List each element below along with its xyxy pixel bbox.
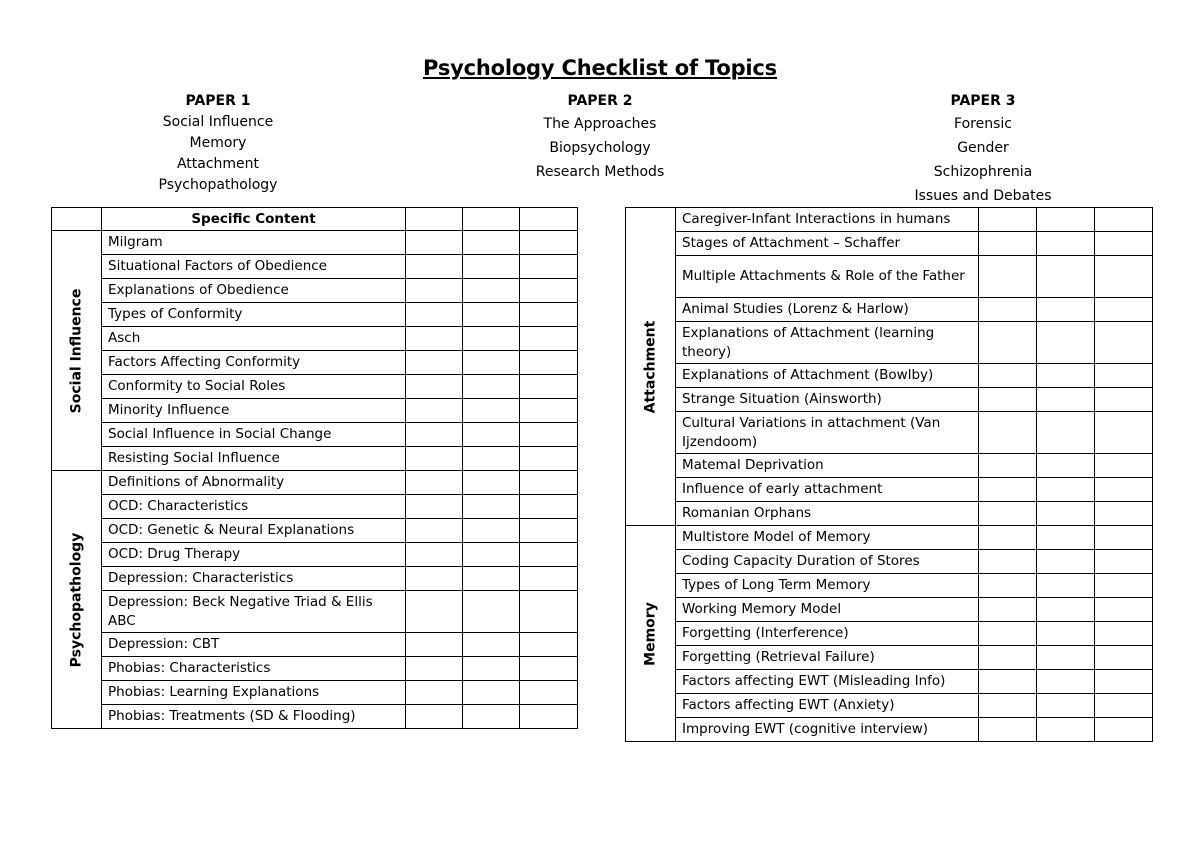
paper-2-block [500, 90, 700, 184]
checkbox-cell[interactable] [979, 622, 1037, 646]
table-row [626, 412, 1153, 454]
topic-cell: Resisting Social Influence [102, 447, 406, 471]
topic-cell: Social Influence in Social Change [102, 423, 406, 447]
checkbox-cell[interactable] [979, 298, 1037, 322]
table-row [52, 705, 578, 729]
checkbox-cell[interactable] [520, 591, 578, 633]
topic-cell: Matemal Deprivation [676, 454, 979, 478]
table-row [626, 502, 1153, 526]
table-row [52, 657, 578, 681]
topic-cell: OCD: Drug Therapy [102, 543, 406, 567]
checkbox-cell[interactable] [463, 255, 520, 279]
paper-topic: Attachment [176, 156, 260, 172]
topic-cell: Caregiver-Infant Interactions in humans [676, 208, 979, 232]
topic-cell: Types of Long Term Memory [676, 574, 979, 598]
paper-topic: Biopsychology [549, 140, 651, 156]
checkbox-cell[interactable] [406, 471, 463, 495]
table-row [626, 208, 1153, 232]
checkbox-cell[interactable] [979, 478, 1037, 502]
checkbox-cell[interactable] [406, 495, 463, 519]
checkbox-cell[interactable] [463, 681, 520, 705]
topic-cell: Phobias: Characteristics [102, 657, 406, 681]
table-row [52, 351, 578, 375]
checkbox-cell[interactable] [979, 454, 1037, 478]
checkbox-cell[interactable] [406, 633, 463, 657]
checkbox-cell[interactable] [520, 303, 578, 327]
checkbox-cell[interactable] [406, 327, 463, 351]
checkbox-cell[interactable] [406, 351, 463, 375]
checkbox-cell[interactable] [520, 327, 578, 351]
topic-cell: Forgetting (Interference) [676, 622, 979, 646]
table-row [626, 298, 1153, 322]
checkbox-cell[interactable] [1095, 502, 1153, 526]
section-label: Psychopathology [68, 532, 84, 667]
table-row [52, 519, 578, 543]
checkbox-cell[interactable] [1095, 364, 1153, 388]
checkbox-cell[interactable] [1095, 412, 1153, 454]
checkbox-cell[interactable] [406, 543, 463, 567]
checkbox-cell[interactable] [520, 519, 578, 543]
checkbox-cell[interactable] [406, 303, 463, 327]
checkbox-cell[interactable] [1095, 454, 1153, 478]
left-checklist-table [51, 207, 578, 729]
checkbox-cell[interactable] [520, 471, 578, 495]
topic-cell: OCD: Characteristics [102, 495, 406, 519]
paper-topic: Forensic [954, 116, 1012, 132]
checkbox-cell[interactable] [1037, 478, 1095, 502]
checkbox-cell[interactable] [1037, 502, 1095, 526]
paper-topic: Research Methods [535, 164, 665, 180]
section-label: Memory [642, 601, 658, 666]
checkbox-cell[interactable] [979, 670, 1037, 694]
table-row [626, 718, 1153, 742]
checkbox-cell[interactable] [463, 657, 520, 681]
checkbox-cell[interactable] [1095, 478, 1153, 502]
paper-heading: PAPER 1 [185, 93, 251, 109]
table-row [52, 423, 578, 447]
checkbox-cell[interactable] [1095, 526, 1153, 550]
topic-cell: OCD: Genetic & Neural Explanations [102, 519, 406, 543]
checkbox-cell[interactable] [520, 375, 578, 399]
topic-cell: Influence of early attachment [676, 478, 979, 502]
checkbox-cell[interactable] [1095, 718, 1153, 742]
checkbox-cell[interactable] [1037, 322, 1095, 364]
table-row [52, 543, 578, 567]
checkbox-cell[interactable] [1037, 550, 1095, 574]
topic-cell: Animal Studies (Lorenz & Harlow) [676, 298, 979, 322]
checkbox-cell[interactable] [463, 351, 520, 375]
topic-cell: Working Memory Model [676, 598, 979, 622]
checkbox-cell[interactable] [406, 375, 463, 399]
checkbox-cell[interactable] [1095, 646, 1153, 670]
paper-1-block [118, 90, 318, 196]
table-row [626, 322, 1153, 364]
checkbox-cell[interactable] [406, 567, 463, 591]
table-row [626, 670, 1153, 694]
section-memory-cell [626, 526, 676, 742]
section-label: Attachment [642, 320, 658, 413]
checkbox-cell[interactable] [979, 694, 1037, 718]
checkbox-cell[interactable] [463, 495, 520, 519]
topic-cell: Depression: Beck Negative Triad & Ellis ABC [102, 591, 406, 633]
topic-cell: Depression: CBT [102, 633, 406, 657]
checkbox-cell[interactable] [1037, 694, 1095, 718]
checkbox-cell[interactable] [1095, 232, 1153, 256]
table-row [52, 279, 578, 303]
checkbox-cell[interactable] [406, 591, 463, 633]
topic-cell: Depression: Characteristics [102, 567, 406, 591]
checkbox-cell[interactable] [1095, 388, 1153, 412]
checkbox-cell[interactable] [1037, 646, 1095, 670]
checkbox-cell[interactable] [979, 550, 1037, 574]
checkbox-cell[interactable] [463, 399, 520, 423]
checkbox-cell[interactable] [463, 327, 520, 351]
checkbox-cell[interactable] [1095, 256, 1153, 298]
topic-cell: Situational Factors of Obedience [102, 255, 406, 279]
table-header-row [52, 208, 578, 231]
table-row [52, 303, 578, 327]
topic-cell: Cultural Variations in attachment (Van Ijzendoom) [676, 412, 979, 454]
specific-content-header: Specific Content [102, 208, 406, 231]
checkbox-cell[interactable] [463, 231, 520, 255]
checkbox-cell[interactable] [406, 255, 463, 279]
table-row [626, 256, 1153, 298]
checkbox-cell[interactable] [1095, 694, 1153, 718]
page-title: Psychology Checklist of Topics [423, 56, 777, 80]
checkbox-cell[interactable] [520, 543, 578, 567]
checkbox-cell[interactable] [463, 519, 520, 543]
paper-topic: The Approaches [543, 116, 657, 132]
checkbox-cell[interactable] [406, 681, 463, 705]
table-row [52, 495, 578, 519]
checkbox-cell[interactable] [979, 574, 1037, 598]
checkbox-cell[interactable] [979, 232, 1037, 256]
checkbox-cell[interactable] [406, 399, 463, 423]
checkbox-cell[interactable] [1037, 718, 1095, 742]
table-row [626, 526, 1153, 550]
topic-cell: Factors affecting EWT (Anxiety) [676, 694, 979, 718]
header-blank-cell [406, 208, 463, 231]
checkbox-cell[interactable] [1095, 322, 1153, 364]
topic-cell: Asch [102, 327, 406, 351]
checkbox-cell[interactable] [463, 447, 520, 471]
section-psychopathology-cell [52, 471, 102, 729]
table-row [626, 598, 1153, 622]
checkbox-cell[interactable] [463, 279, 520, 303]
table-row [626, 694, 1153, 718]
checkbox-cell[interactable] [1037, 298, 1095, 322]
checkbox-cell[interactable] [520, 447, 578, 471]
header-blank-cell [463, 208, 520, 231]
topic-cell: Factors affecting EWT (Misleading Info) [676, 670, 979, 694]
paper-heading: PAPER 3 [950, 93, 1016, 109]
topic-cell: Minority Influence [102, 399, 406, 423]
checkbox-cell[interactable] [520, 633, 578, 657]
checkbox-cell[interactable] [979, 256, 1037, 298]
paper-topic: Memory [189, 135, 247, 151]
table-row [626, 364, 1153, 388]
topic-cell: Forgetting (Retrieval Failure) [676, 646, 979, 670]
checkbox-cell[interactable] [520, 351, 578, 375]
checkbox-cell[interactable] [979, 208, 1037, 232]
checkbox-cell[interactable] [1095, 298, 1153, 322]
paper-topic: Psychopathology [158, 177, 278, 193]
paper-topic: Gender [957, 140, 1009, 156]
table-row [626, 550, 1153, 574]
checkbox-cell[interactable] [979, 646, 1037, 670]
checkbox-cell[interactable] [1037, 598, 1095, 622]
table-row [52, 471, 578, 495]
checkbox-cell[interactable] [463, 423, 520, 447]
checkbox-cell[interactable] [406, 231, 463, 255]
checkbox-cell[interactable] [979, 718, 1037, 742]
paper-3-block [883, 90, 1083, 208]
checkbox-cell[interactable] [1095, 622, 1153, 646]
checkbox-cell[interactable] [979, 502, 1037, 526]
topic-cell: Coding Capacity Duration of Stores [676, 550, 979, 574]
table-row [626, 388, 1153, 412]
header-blank-cell [520, 208, 578, 231]
topic-cell: Conformity to Social Roles [102, 375, 406, 399]
topic-cell: Strange Situation (Ainsworth) [676, 388, 979, 412]
checkbox-cell[interactable] [979, 526, 1037, 550]
header-blank-cell [52, 208, 102, 231]
paper-topic: Issues and Debates [914, 188, 1052, 204]
checkbox-cell[interactable] [520, 567, 578, 591]
table-row [626, 646, 1153, 670]
checkbox-cell[interactable] [520, 705, 578, 729]
checkbox-cell[interactable] [406, 705, 463, 729]
checkbox-cell[interactable] [463, 303, 520, 327]
checkbox-cell[interactable] [463, 633, 520, 657]
section-social-influence-cell [52, 231, 102, 471]
checkbox-cell[interactable] [1037, 256, 1095, 298]
checkbox-cell[interactable] [979, 322, 1037, 364]
table-row [626, 622, 1153, 646]
topic-cell: Types of Conformity [102, 303, 406, 327]
checkbox-cell[interactable] [520, 231, 578, 255]
checkbox-cell[interactable] [979, 388, 1037, 412]
checkbox-cell[interactable] [463, 471, 520, 495]
checkbox-cell[interactable] [1037, 412, 1095, 454]
checkbox-cell[interactable] [979, 412, 1037, 454]
table-row [52, 681, 578, 705]
topic-cell: Phobias: Learning Explanations [102, 681, 406, 705]
checkbox-cell[interactable] [520, 279, 578, 303]
checkbox-cell[interactable] [1037, 232, 1095, 256]
checkbox-cell[interactable] [520, 399, 578, 423]
section-label: Social Influence [68, 288, 84, 413]
checkbox-cell[interactable] [406, 447, 463, 471]
table-row [626, 478, 1153, 502]
checkbox-cell[interactable] [1037, 574, 1095, 598]
checkbox-cell[interactable] [463, 567, 520, 591]
checkbox-cell[interactable] [1095, 574, 1153, 598]
checkbox-cell[interactable] [979, 598, 1037, 622]
checkbox-cell[interactable] [1095, 550, 1153, 574]
topic-cell: Explanations of Attachment (Bowlby) [676, 364, 979, 388]
topic-cell: Multiple Attachments & Role of the Father [676, 256, 979, 298]
checkbox-cell[interactable] [1037, 388, 1095, 412]
checkbox-cell[interactable] [1037, 526, 1095, 550]
table-row [52, 567, 578, 591]
checkbox-cell[interactable] [463, 543, 520, 567]
checkbox-cell[interactable] [520, 423, 578, 447]
topic-cell: Romanian Orphans [676, 502, 979, 526]
topic-cell: Milgram [102, 231, 406, 255]
table-row [52, 447, 578, 471]
table-row [626, 574, 1153, 598]
checkbox-cell[interactable] [406, 423, 463, 447]
table-row [52, 327, 578, 351]
table-row [52, 255, 578, 279]
table-row [626, 454, 1153, 478]
checkbox-cell[interactable] [406, 657, 463, 681]
checkbox-cell[interactable] [1037, 670, 1095, 694]
topic-cell: Improving EWT (cognitive interview) [676, 718, 979, 742]
topic-cell: Explanations of Obedience [102, 279, 406, 303]
table-row [52, 231, 578, 255]
checkbox-cell[interactable] [463, 375, 520, 399]
checkbox-cell[interactable] [1037, 208, 1095, 232]
checkbox-cell[interactable] [1037, 622, 1095, 646]
topic-cell: Factors Affecting Conformity [102, 351, 406, 375]
checkbox-cell[interactable] [1095, 598, 1153, 622]
topic-cell: Stages of Attachment – Schaffer [676, 232, 979, 256]
checkbox-cell[interactable] [1037, 364, 1095, 388]
topic-cell: Explanations of Attachment (learning theory) [676, 322, 979, 364]
checkbox-cell[interactable] [1037, 454, 1095, 478]
topic-cell: Multistore Model of Memory [676, 526, 979, 550]
checkbox-cell[interactable] [1095, 208, 1153, 232]
paper-heading: PAPER 2 [567, 93, 633, 109]
paper-topic: Social Influence [162, 114, 274, 130]
checkbox-cell[interactable] [979, 364, 1037, 388]
checkbox-cell[interactable] [520, 495, 578, 519]
table-row [52, 375, 578, 399]
checkbox-cell[interactable] [520, 657, 578, 681]
table-row [52, 633, 578, 657]
right-checklist-table [625, 207, 1153, 742]
checkbox-cell[interactable] [406, 519, 463, 543]
paper-topic: Schizophrenia [933, 164, 1033, 180]
checkbox-cell[interactable] [1095, 670, 1153, 694]
topic-cell: Phobias: Treatments (SD & Flooding) [102, 705, 406, 729]
checkbox-cell[interactable] [463, 591, 520, 633]
checkbox-cell[interactable] [520, 681, 578, 705]
section-attachment-cell [626, 208, 676, 526]
table-row [52, 399, 578, 423]
checkbox-cell[interactable] [463, 705, 520, 729]
table-row [52, 591, 578, 633]
table-row [626, 232, 1153, 256]
checkbox-cell[interactable] [520, 255, 578, 279]
topic-cell: Definitions of Abnormality [102, 471, 406, 495]
checkbox-cell[interactable] [406, 279, 463, 303]
